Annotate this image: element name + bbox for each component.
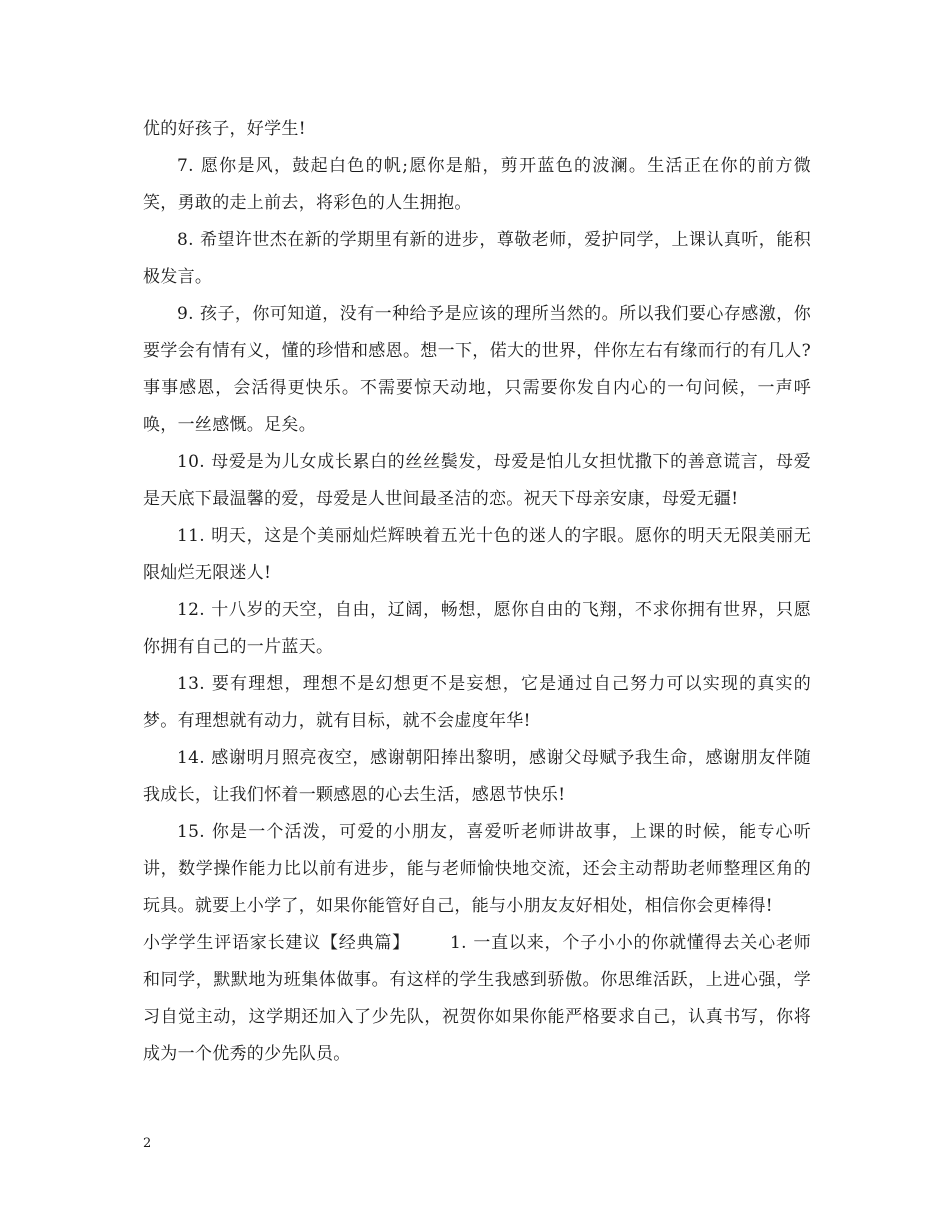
item-number: 12.	[177, 600, 205, 620]
item-number: 10.	[177, 452, 205, 472]
item-text: 感谢明月照亮夜空，感谢朝阳捧出黎明，感谢父母赋予我生命，感谢朋友伴随我成长，让我们怀着一颗感恩的心去生活，感恩节快乐!	[143, 748, 811, 805]
item-number: 14.	[177, 748, 205, 768]
item-number: 9.	[177, 304, 194, 324]
list-item	[143, 814, 811, 925]
list-item	[143, 222, 811, 296]
list-item	[143, 740, 811, 814]
item-text: 十八岁的天空，自由，辽阔，畅想，愿你自由的飞翔，不求你拥有世界，只愿你拥有自己的一片蓝天。	[143, 600, 811, 657]
item-number: 1.	[450, 933, 467, 953]
item-number: 15.	[177, 822, 205, 842]
list-item	[143, 592, 811, 666]
item-text: 一直以来，个子小小的你就懂得去关心老师和同学，默默地为班集体做事。有这样的学生我感到骄傲。你思维活跃，上进心强，学习自觉主动，这学期还加入了少先队，祝贺你如果你能严格要求自己，认真书写，你将成为一个优秀的少先队员。	[143, 933, 812, 1064]
section-heading: 小学学生评语家长建议【经典篇】	[143, 933, 410, 953]
document-body	[143, 111, 811, 1073]
list-item	[143, 444, 811, 518]
item-number: 13.	[177, 674, 205, 694]
item-text: 希望许世杰在新的学期里有新的进步，尊敬老师，爱护同学，上课认真听，能积极发言。	[143, 230, 811, 287]
item-text: 愿你是风，鼓起白色的帆;愿你是船，剪开蓝色的波澜。生活正在你的前方微笑，勇敢的走上前去，将彩色的人生拥抱。	[143, 156, 811, 213]
list-item	[143, 518, 811, 592]
item-number: 7.	[177, 156, 194, 176]
section-paragraph	[143, 925, 811, 1073]
item-number: 8.	[177, 230, 194, 250]
item-number: 11.	[177, 526, 205, 546]
page-number: 2	[143, 1136, 152, 1151]
list-item	[143, 148, 811, 222]
item-text: 要有理想，理想不是幻想更不是妄想，它是通过自己努力可以实现的真实的梦。有理想就有动力，就有目标，就不会虚度年华!	[143, 674, 811, 731]
lead-line: 优的好孩子，好学生!	[143, 119, 306, 139]
item-text: 你是一个活泼，可爱的小朋友，喜爱听老师讲故事，上课的时候，能专心听讲，数学操作能力比以前有进步，能与老师愉快地交流，还会主动帮助老师整理区角的玩具。就要上小学了，如果你能管好自己，能与小朋友友好相处，相信你会更棒得!	[143, 822, 811, 916]
list-item	[143, 296, 811, 444]
list-item	[143, 666, 811, 740]
item-text: 母爱是为儿女成长累白的丝丝鬓发，母爱是怕儿女担忧撒下的善意谎言，母爱是天底下最温馨的爱，母爱是人世间最圣洁的恋。祝天下母亲安康，母爱无疆!	[143, 452, 811, 509]
item-text: 明天，这是个美丽灿烂辉映着五光十色的迷人的字眼。愿你的明天无限美丽无限灿烂无限迷人!	[143, 526, 811, 583]
item-text: 孩子，你可知道，没有一种给予是应该的理所当然的。所以我们要心存感激，你要学会有情有义，懂的珍惜和感恩。想一下，偌大的世界，伴你左右有缘而行的有几人?事事感恩，会活得更快乐。不需要惊天动地，只需要你发自内心的一句问候，一声呼唤，一丝感慨。足矣。	[143, 304, 811, 435]
